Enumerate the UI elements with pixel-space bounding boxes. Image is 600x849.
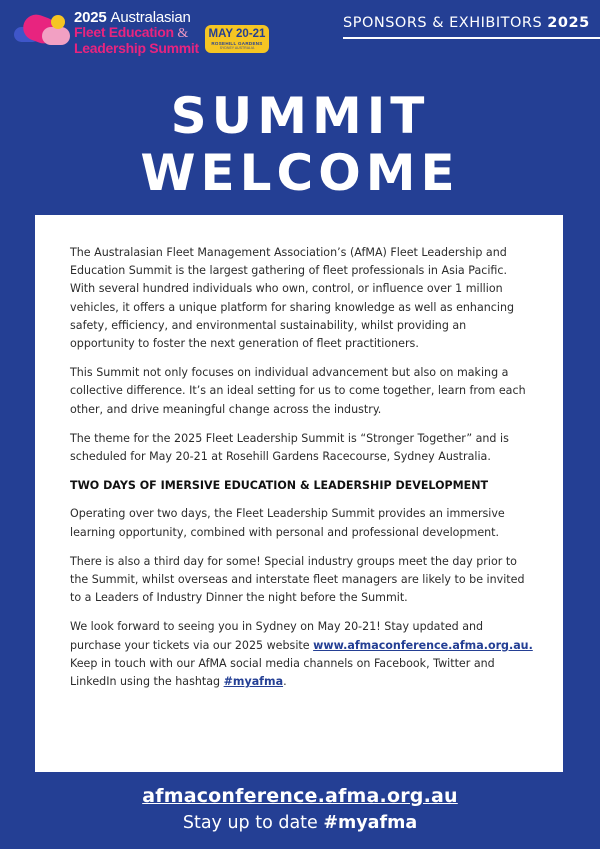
- sponsors-year: 2025: [547, 15, 590, 31]
- hashtag-link[interactable]: #myafma: [223, 675, 284, 689]
- date-badge: [205, 25, 269, 53]
- sponsors-exhibitors-label: [343, 15, 590, 31]
- two-days-paragraph: Operating over two days, the Fleet Leadership Summit provides an immersive learning opportunity, combined with personal and professional development.: [70, 507, 505, 539]
- logo-line1: Australasian: [110, 9, 191, 26]
- footer-url-link[interactable]: afmaconference.afma.org.au: [142, 785, 458, 807]
- logo-line2: Fleet Education: [74, 24, 174, 40]
- page-title: [0, 88, 600, 202]
- date-badge-venue: ROSEHILL GARDENS: [211, 41, 263, 46]
- header-divider: [343, 37, 600, 39]
- title-line2: WELCOME: [140, 144, 460, 202]
- logo-ampersand: &: [177, 26, 188, 41]
- logo-line3: Leadership Summit: [74, 40, 199, 56]
- closing-text-middle: Keep in touch with our AfMA social media channels on Facebook, Twitter and LinkedIn using the hashtag: [70, 656, 495, 689]
- date-badge-venue-sub: SYDNEY AUSTRALIA: [219, 46, 255, 50]
- closing-text-start: We look forward to seeing you in Sydney on May 20-21! Stay updated and purchase your tickets via our 2025 website: [70, 620, 484, 652]
- welcome-card: [35, 215, 563, 772]
- footer-hashtag[interactable]: #myafma: [323, 813, 418, 833]
- footer-tag-text: Stay up to date: [182, 813, 324, 833]
- collective-paragraph: This Summit not only focuses on individual advancement but also on making a collective difference. It’s an ideal setting for us to come together, learn from each other, and drive meaningful change across the industry.: [70, 366, 526, 416]
- fleet-summit-logo-icon: [12, 13, 78, 47]
- closing-text-end: .: [283, 675, 287, 689]
- third-day-paragraph: There is also a third day for some! Special industry groups meet the day prior to the Summit, whilst overseas and interstate fleet managers are likely to be invited to a Leaders of Industry Dinner the night before the Summit.: [70, 554, 525, 605]
- intro-paragraph: The Australasian Fleet Management Association’s (AfMA) Fleet Leadership and Education Summit is the largest gathering of fleet professionals in Asia Pacific. With several hundred individuals who own, control, or influence over 1 million vehicles, it offers a unique platform for sharing knowledge as well as enhancing safety, efficiency, and environmental sustainability, whilst providing an opportunity to foster the next generation of fleet practitioners.: [70, 246, 515, 351]
- logo-year: 2025: [74, 9, 107, 26]
- website-link[interactable]: www.afmaconference.afma.org.au.: [313, 638, 533, 652]
- sponsors-label: SPONSORS & EXHIBITORS: [343, 15, 543, 31]
- footer-tagline: [0, 813, 600, 833]
- date-badge-dates: MAY 20-21: [208, 28, 266, 40]
- title-line1: SUMMIT: [170, 87, 430, 145]
- closing-paragraph: [70, 618, 533, 691]
- theme-paragraph: The theme for the 2025 Fleet Leadership Summit is “Stronger Together” and is scheduled for May 20-21 at Rosehill Gardens Racecourse, Sydney Australia.: [70, 431, 509, 464]
- section-heading: TWO DAYS OF IMERSIVE EDUCATION & LEADERSHIP DEVELOPMENT: [70, 479, 489, 493]
